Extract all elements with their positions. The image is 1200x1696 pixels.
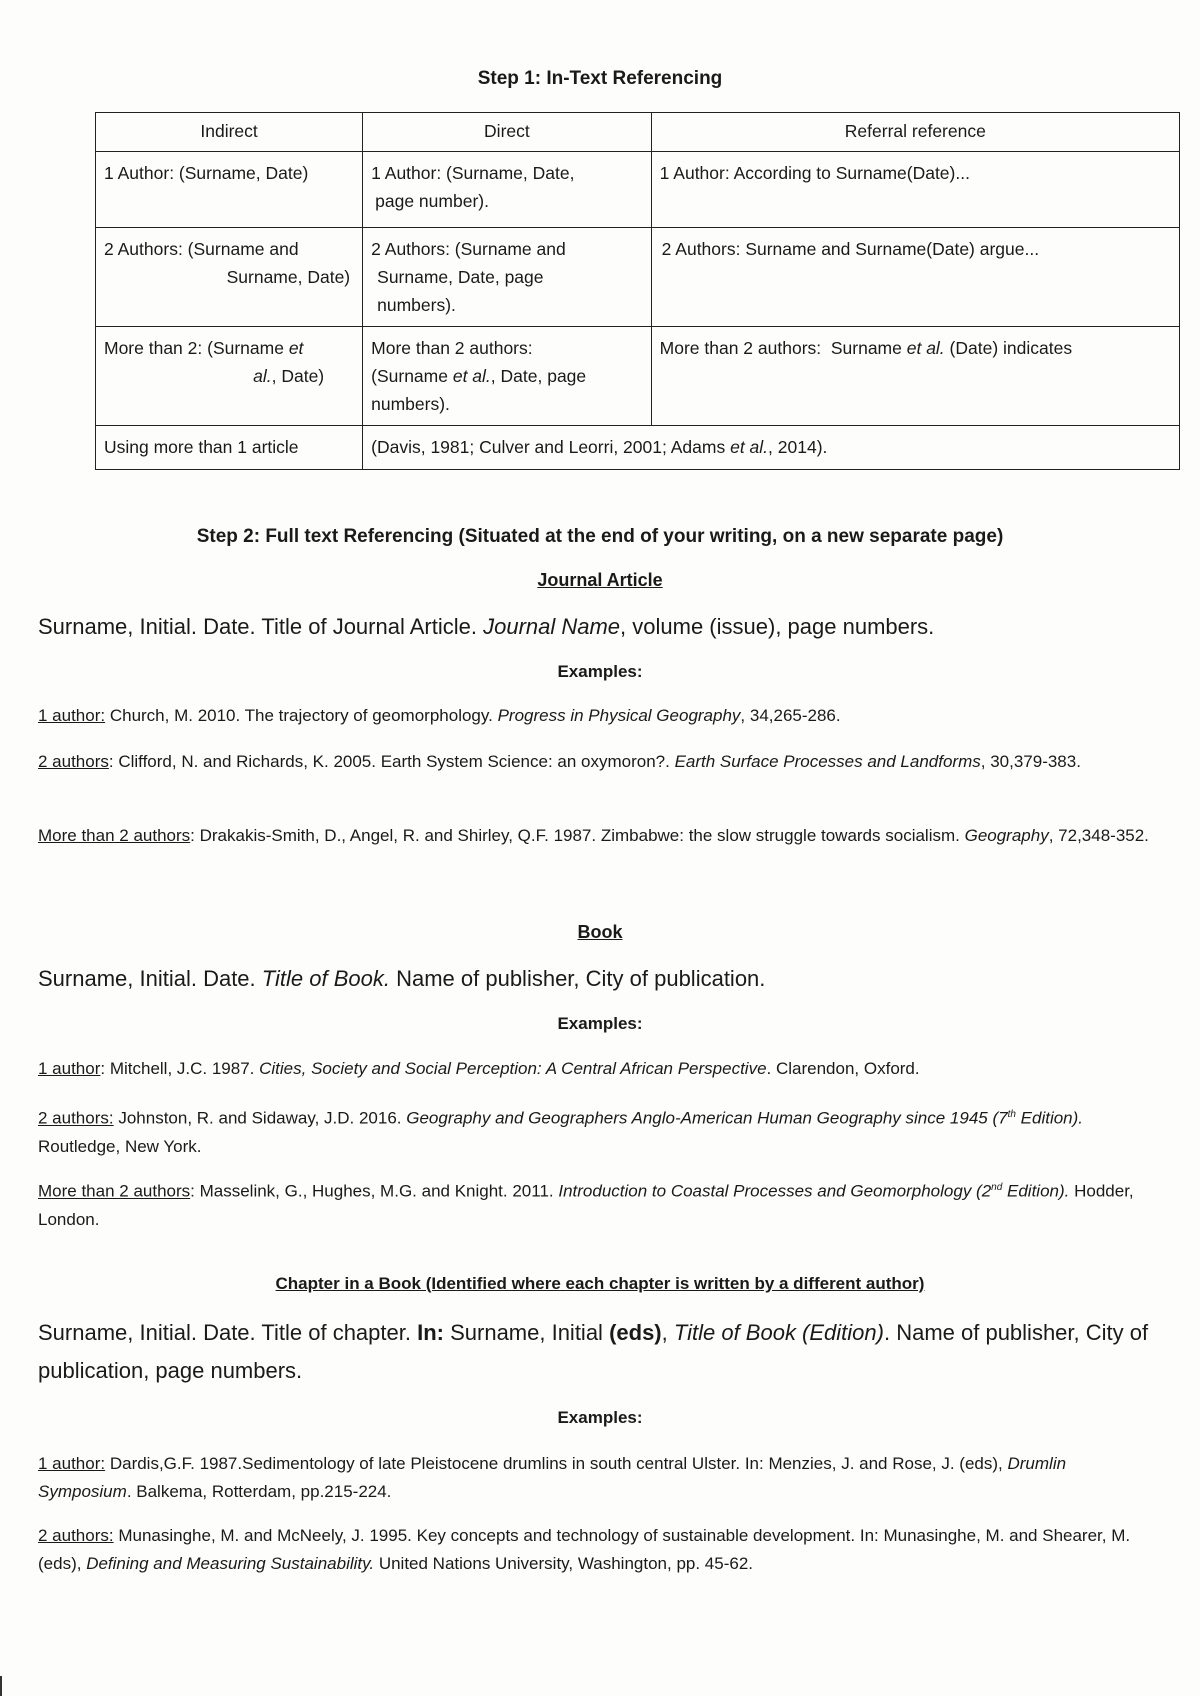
- example-lead: More than 2 authors: [38, 826, 191, 845]
- chapter-format: [38, 1314, 1158, 1390]
- example-text: Johnston, R. and Sidaway, J.D. 2016.: [113, 1108, 407, 1128]
- cell-indirect: [96, 327, 363, 426]
- format-text: . Name of publisher, City of publication, page numbers.: [38, 1320, 1149, 1383]
- journal-example-2: [38, 748, 1163, 776]
- book-examples-label: Examples:: [557, 1014, 643, 1033]
- cell-text-italic: et al.: [452, 366, 491, 386]
- table-row: [96, 426, 1180, 470]
- cell-text: , 2014).: [768, 437, 828, 457]
- header-referral: Referral reference: [651, 113, 1179, 152]
- header-indirect: Indirect: [96, 113, 363, 152]
- journal-example-1: [38, 702, 1163, 730]
- cell-indirect: 1 Author: (Surname, Date): [96, 152, 363, 228]
- example-lead: More than 2 authors: [38, 1181, 191, 1201]
- format-text: Name of publisher, City of publication.: [389, 966, 766, 991]
- example-lead: 1 author: [38, 1059, 101, 1078]
- table-row: [96, 228, 1180, 327]
- example-italic: Edition).: [1015, 1108, 1084, 1128]
- cell-text: 1 Author: (Surname, Date,: [371, 163, 575, 183]
- cell-text: 2 Authors: (Surname and: [104, 239, 299, 259]
- format-text: Surname, Initial: [443, 1320, 610, 1345]
- table-header-row: [96, 113, 1180, 152]
- example-italic: Edition).: [1002, 1181, 1070, 1201]
- cell-text-italic: et al.: [906, 338, 945, 358]
- example-lead: 2 authors: [38, 752, 109, 771]
- scan-edge-mark: [0, 1676, 2, 1696]
- cell-text: numbers).: [377, 295, 456, 315]
- example-italic: Progress in Physical Geography: [497, 706, 741, 725]
- example-italic: Cities, Society and Social Perception: A Central African Perspective: [259, 1059, 767, 1078]
- example-text: : Drakakis-Smith, D., Angel, R. and Shirley, Q.F. 1987. Zimbabwe: the slow struggle towards socialism.: [190, 826, 965, 845]
- journal-examples-label: Examples:: [557, 662, 643, 681]
- example-lead: 2 authors:: [38, 1526, 114, 1545]
- format-text: , volume (issue), page numbers.: [620, 614, 935, 639]
- chapter-heading: Chapter in a Book (Identified where each chapter is written by a different author): [275, 1274, 925, 1293]
- example-italic: Drumlin Symposium: [38, 1454, 1067, 1501]
- cell-text: Surname, Date, page: [377, 267, 544, 287]
- example-italic: Introduction to Coastal Processes and Geomorphology (2: [558, 1181, 992, 1201]
- format-italic: Journal Name: [483, 614, 621, 639]
- example-superscript: th: [1007, 1109, 1016, 1120]
- cell-indirect: Using more than 1 article: [96, 426, 363, 470]
- example-text: Routledge, New York.: [38, 1136, 202, 1156]
- format-bold: (eds): [609, 1320, 662, 1345]
- example-text: Munasinghe, M. and McNeely, J. 1995. Key concepts and technology of sustainable development. In: Munasinghe, M. and Shearer, M. (eds),: [38, 1526, 1131, 1573]
- cell-text: (Davis, 1981; Culver and Leorri, 2001; Adams: [371, 437, 731, 457]
- cell-text: page number).: [375, 191, 489, 211]
- in-text-referencing-table: [95, 112, 1180, 470]
- format-text: Surname, Initial. Date. Title of chapter.: [38, 1320, 418, 1345]
- journal-heading: Journal Article: [537, 570, 663, 590]
- journal-format: [38, 608, 1158, 646]
- chapter-example-2: [38, 1522, 1163, 1578]
- example-text: : Mitchell, J.C. 1987.: [100, 1059, 260, 1078]
- book-example-3: [38, 1174, 1163, 1234]
- cell-text-line: [104, 362, 354, 390]
- format-text: Surname, Initial. Date.: [38, 966, 262, 991]
- cell-referral: 1 Author: According to Surname(Date)...: [651, 152, 1179, 228]
- chapter-examples-label: Examples:: [557, 1408, 643, 1427]
- cell-text: More than 2 authors: Surname: [659, 338, 907, 358]
- example-text: , 34,265-286.: [740, 706, 841, 725]
- example-superscript: nd: [991, 1182, 1003, 1193]
- example-text: . Balkema, Rotterdam, pp.215-224.: [126, 1482, 392, 1501]
- format-text: Surname, Initial. Date. Title of Journal Article.: [38, 614, 484, 639]
- cell-direct: [363, 152, 652, 228]
- table-row: [96, 327, 1180, 426]
- example-text: Dardis,G.F. 1987.Sedimentology of late Pleistocene drumlins in south central Ulster. In: Menzies, J. and Rose, J. (eds),: [105, 1454, 1008, 1473]
- step2-title: Step 2: Full text Referencing (Situated at the end of your writing, on a new separate page): [196, 526, 1004, 547]
- cell-merged: [363, 426, 1180, 470]
- book-format: [38, 960, 1158, 998]
- format-italic: Title of Book (Edition): [673, 1320, 884, 1345]
- cell-text-italic: et al.: [730, 437, 769, 457]
- header-direct: Direct: [363, 113, 652, 152]
- cell-text: More than 2 authors:: [371, 338, 533, 358]
- book-example-2: [38, 1101, 1163, 1161]
- example-italic: Geography and Geographers Anglo-American Human Geography since 1945 (7: [406, 1108, 1008, 1128]
- book-heading: Book: [577, 922, 623, 942]
- cell-text: (Surname: [371, 366, 453, 386]
- cell-text: , Date): [271, 366, 325, 386]
- cell-indirect: [96, 228, 363, 327]
- cell-text: (Date) indicates: [944, 338, 1073, 358]
- cell-direct: [363, 228, 652, 327]
- table-row: [96, 152, 1180, 228]
- cell-referral: [651, 327, 1179, 426]
- step1-title: Step 1: In-Text Referencing: [477, 68, 723, 89]
- example-lead: 1 author:: [38, 706, 106, 725]
- example-lead: 2 authors:: [38, 1108, 114, 1128]
- cell-text-italic: al.: [253, 366, 272, 386]
- example-text: Church, M. 2010. The trajectory of geomorphology.: [105, 706, 498, 725]
- example-text: : Masselink, G., Hughes, M.G. and Knight. 2011.: [190, 1181, 559, 1201]
- format-bold: In:: [417, 1320, 444, 1345]
- cell-text: Surname, Date): [226, 267, 351, 287]
- format-italic: Title of Book.: [261, 966, 390, 991]
- format-text: ,: [661, 1320, 674, 1345]
- cell-referral: 2 Authors: Surname and Surname(Date) argue...: [651, 228, 1179, 327]
- journal-example-3: [38, 822, 1163, 850]
- example-italic: Geography: [964, 826, 1049, 845]
- example-text: United Nations University, Washington, pp. 45-62.: [374, 1554, 753, 1573]
- cell-text: , Date, page: [490, 366, 587, 386]
- book-example-1: [38, 1055, 1163, 1083]
- example-italic: Defining and Measuring Sustainability.: [86, 1554, 375, 1573]
- example-text: . Clarendon, Oxford.: [766, 1059, 920, 1078]
- example-text: : Clifford, N. and Richards, K. 2005. Earth System Science: an oxymoron?.: [108, 752, 675, 771]
- example-text: Hodder, London.: [38, 1181, 1134, 1229]
- example-lead: 1 author:: [38, 1454, 106, 1473]
- chapter-example-1: [38, 1450, 1163, 1506]
- cell-text-italic: et: [288, 338, 304, 358]
- example-text: , 72,348-352.: [1048, 826, 1149, 845]
- cell-text: More than 2: (Surname: [104, 338, 289, 358]
- cell-text: numbers).: [371, 394, 450, 414]
- example-italic: Earth Surface Processes and Landforms: [674, 752, 981, 771]
- cell-text: 2 Authors: (Surname and: [371, 239, 566, 259]
- example-text: , 30,379-383.: [980, 752, 1081, 771]
- cell-direct: [363, 327, 652, 426]
